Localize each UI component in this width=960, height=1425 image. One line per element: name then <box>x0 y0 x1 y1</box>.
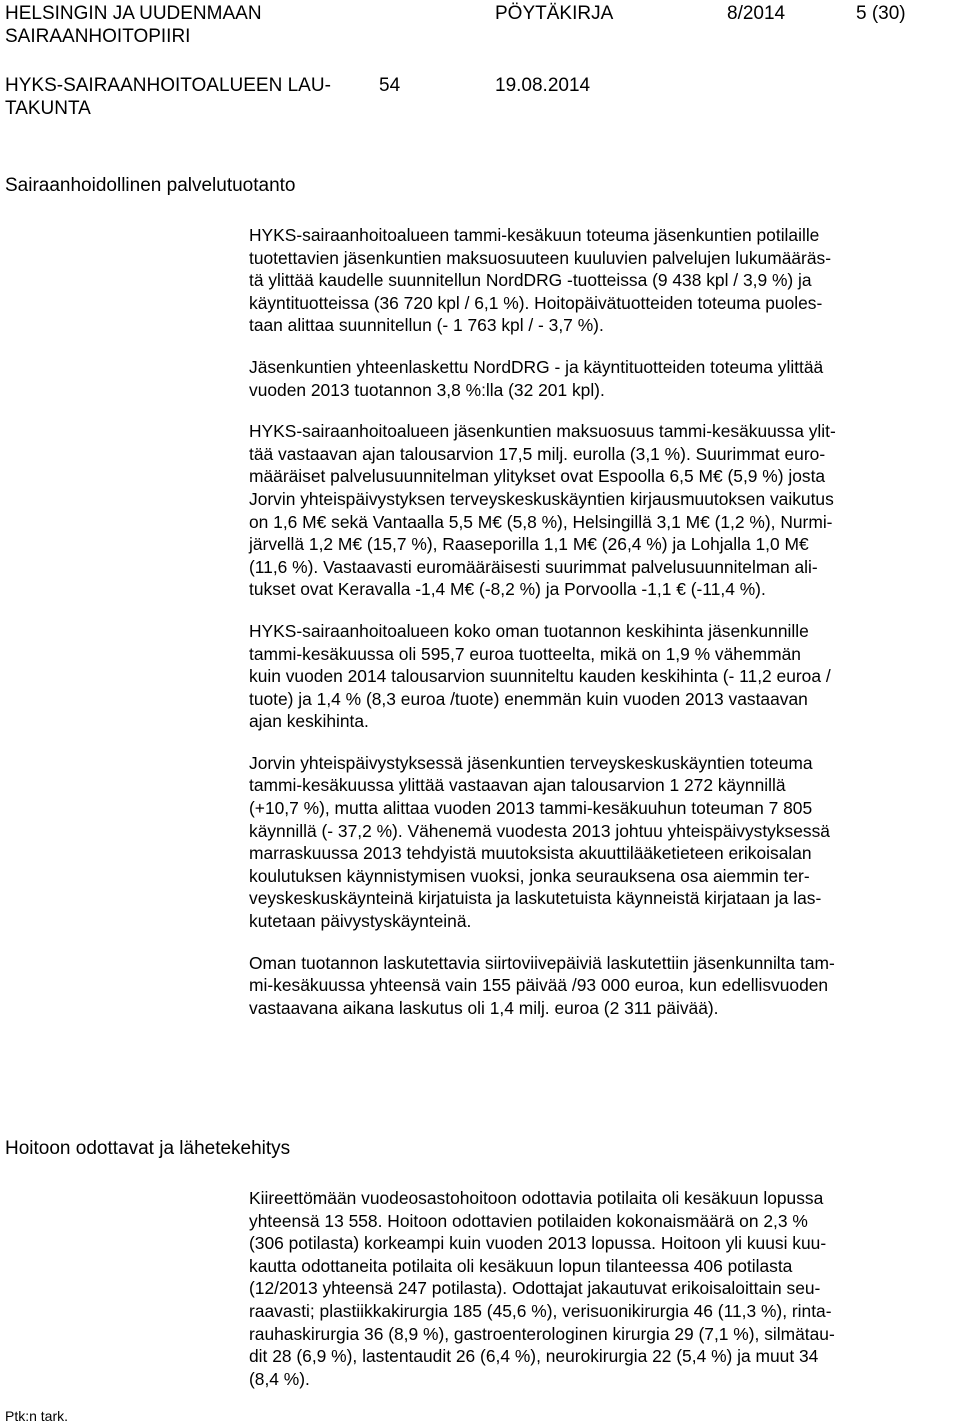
text-line: rauhaskirurgia 36 (8,9 %), gastroenterologinen kirurgia 29 (7,1 %), silmätau- <box>249 1323 835 1344</box>
section-heading-service-production: Sairaanhoidollinen palvelutuotanto <box>5 175 296 196</box>
organization-name-line1: HELSINGIN JA UUDENMAAN <box>5 3 262 24</box>
text-line: Oman tuotannon laskutettavia siirtoviivepäiviä laskutettiin jäsenkunnilta tam- <box>249 952 835 973</box>
text-line: käyntituotteissa (36 720 kpl / 6,1 %). Hoitopäivätuotteiden toteuma puoles- <box>249 292 823 313</box>
text-line: (12/2013 yhteensä 247 potilasta). Odottajat jakautuvat erikoisaloittain seu- <box>249 1278 821 1299</box>
section-number: 54 <box>379 75 401 96</box>
paragraph <box>249 620 951 733</box>
text-line: vastaavana aikana laskutus oli 1,4 milj. euroa (2 311 päivää). <box>249 997 719 1018</box>
text-line: määräiset palvelusuunnitelman ylitykset ovat Espoolla 6,5 M€ (5,9 %) josta <box>249 466 826 487</box>
text-line: koulutuksen käynnistymisen vuoksi, jonka seurauksena osa aiemmin ter- <box>249 865 810 886</box>
text-line: tä ylittää kaudelle suunnitellun NordDRG -tuotteissa (9 438 kpl / 3,9 %) ja <box>249 270 812 291</box>
meeting-body-line1: HYKS-SAIRAANHOITOALUEEN LAU- <box>5 75 331 96</box>
text-line: Jorvin yhteispäivystyksen terveyskeskuskäyntien kirjausmuutoksen vaikutus <box>249 488 834 509</box>
text-line: järvellä 1,2 M€ (15,7 %), Raaseporilla 1,1 M€ (26,4 %) ja Lohjalla 1,0 M€ <box>249 534 809 555</box>
document-type: PÖYTÄKIRJA <box>495 3 614 24</box>
text-line: marraskuussa 2013 tehdyistä muutoksista akuuttilääketieteen erikoisalan <box>249 843 812 864</box>
paragraph <box>249 752 951 933</box>
text-line: mi-kesäkuussa yhteensä vain 155 päivää /93 000 euroa, kun edellisvuoden <box>249 975 829 996</box>
text-line: Kiireettömään vuodeosastohoitoon odottavia potilaita oli kesäkuun lopussa <box>249 1188 824 1208</box>
paragraph <box>249 356 951 401</box>
paragraph <box>249 420 951 601</box>
text-line: taan alittaa suunnitellun (- 1 763 kpl / - 3,7 %). <box>249 315 604 336</box>
text-line: HYKS-sairaanhoitoalueen tammi-kesäkuun toteuma jäsenkuntien potilaille <box>249 225 820 245</box>
text-line: käynnillä (- 37,2 %). Vähenemä vuodesta 2013 johtuu yhteispäivystyksessä <box>249 820 830 841</box>
text-line: kuin vuoden 2014 talousarvion suunniteltu kauden keskihinta (- 11,2 euroa / <box>249 666 831 687</box>
text-line: on 1,6 M€ sekä Vantaalla 5,5 M€ (5,8 %), Helsingillä 3,1 M€ (1,2 %), Nurmi- <box>249 511 833 532</box>
text-line: kutetaan päivystyskäynteinä. <box>249 911 472 932</box>
text-line: (8,4 %). <box>249 1368 310 1389</box>
text-line: tammi-kesäkuussa oli 595,7 euroa tuotteelta, mikä on 1,9 % vähemmän <box>249 643 801 664</box>
text-line: Jäsenkuntien yhteenlaskettu NordDRG - ja käyntituotteiden toteuma ylittää <box>249 356 824 377</box>
text-line: tuote) ja 1,4 % (8,3 euroa /tuote) enemmän kuin vuoden 2013 vastaavan <box>249 688 808 709</box>
text-line: kautta odottaneita potilaita oli kesäkuun lopun tilanteessa 406 potilasta <box>249 1255 793 1276</box>
organization-name-line2: SAIRAANHOITOPIIRI <box>5 26 191 47</box>
text-line: Jorvin yhteispäivystyksessä jäsenkuntien terveyskeskuskäyntien toteuma <box>249 752 813 773</box>
meeting-body-line2: TAKUNTA <box>5 98 91 119</box>
text-line: tää vastaavan ajan talousarvion 17,5 milj. eurolla (3,1 %). Suurimmat euro- <box>249 443 826 464</box>
paragraph <box>249 1187 951 1390</box>
text-line: dit 28 (6,9 %), lastentaudit 26 (6,4 %), neurokirurgia 22 (5,4 %) ja muut 34 <box>249 1346 819 1367</box>
section-body-service-production <box>249 224 951 1038</box>
text-line: HYKS-sairaanhoitoalueen koko oman tuotannon keskihinta jäsenkunnille <box>249 620 809 641</box>
text-line: (11,6 %). Vastaavasti euromääräisesti suurimmat palvelusuunnitelman ali- <box>249 556 818 577</box>
text-line: yhteensä 13 558. Hoitoon odottavien potilaiden kokonaismäärä on 2,3 % <box>249 1210 808 1231</box>
section-heading-waiting-patients: Hoitoon odottavat ja lähetekehitys <box>5 1138 291 1159</box>
section-body-waiting-patients <box>249 1187 951 1409</box>
text-line: vuoden 2013 tuotannon 3,8 %:lla (32 201 kpl). <box>249 379 605 400</box>
paragraph <box>249 952 951 1020</box>
text-line: HYKS-sairaanhoitoalueen jäsenkuntien maksuosuus tammi-kesäkuussa ylit- <box>249 421 836 442</box>
document-number: 8/2014 <box>727 3 786 24</box>
text-line: tammi-kesäkuussa ylittää vastaavan ajan talousarvion 1 272 käynnillä <box>249 775 786 796</box>
text-line: tuotettavien jäsenkuntien maksuosuuteen kuuluvien palvelujen lukumääräs- <box>249 247 831 268</box>
text-line: veyskeskuskäynteinä kirjatuista ja laskutetuista käynneistä kirjataan ja las- <box>249 888 822 909</box>
text-line: tukset ovat Keravalla -1,4 M€ (-8,2 %) ja Porvoolla -1,1 € (-11,4 %). <box>249 579 766 600</box>
text-line: ajan keskihinta. <box>249 711 369 732</box>
paragraph <box>249 224 951 337</box>
minutes-checker-initials-label: Ptk:n tark. <box>5 1408 69 1424</box>
text-line: (306 potilasta) korkeampi kuin vuoden 2013 lopussa. Hoitoon yli kuusi kuu- <box>249 1233 827 1254</box>
text-line: raavasti; plastiikkakirurgia 185 (45,6 %), verisuonikirurgia 46 (11,3 %), rinta- <box>249 1300 832 1321</box>
page-number: 5 (30) <box>856 3 906 24</box>
meeting-date: 19.08.2014 <box>495 75 591 96</box>
text-line: (+10,7 %), mutta alittaa vuoden 2013 tammi-kesäkuuhun toteuman 7 805 <box>249 798 813 819</box>
